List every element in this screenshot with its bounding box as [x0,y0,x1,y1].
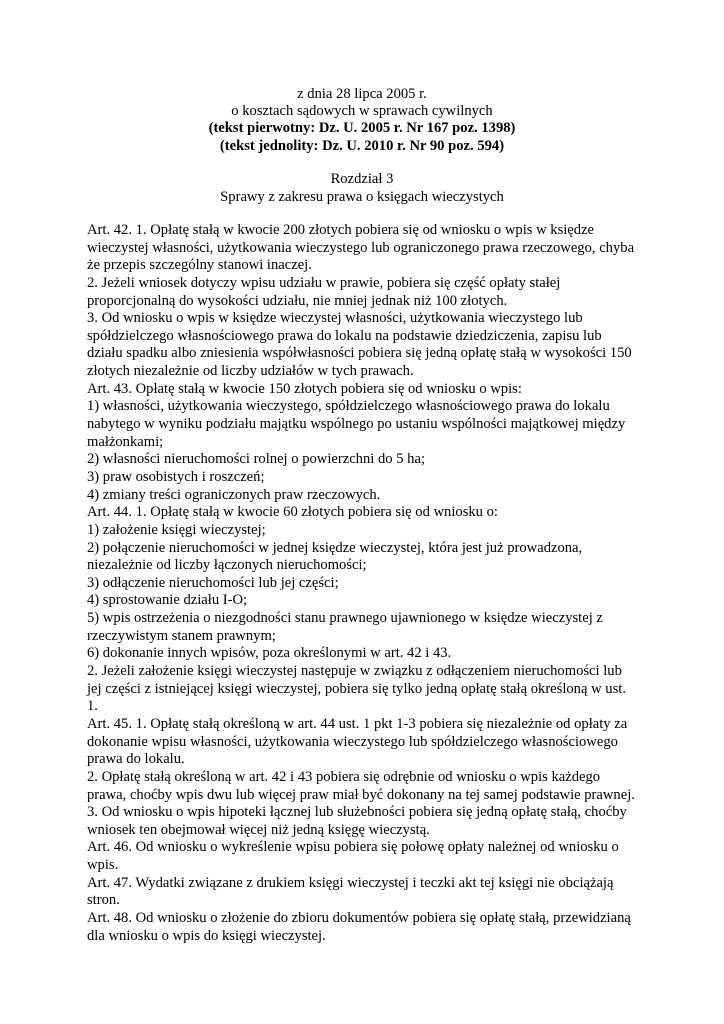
body-text-line: jej części z istniejącej księgi wieczystej, pobiera się tylko jedną opłatę stałą określoną w ust. [87,680,626,697]
body-text-line: proporcjonalną do wysokości udziału, nie mniej jednak niż 100 złotych. [87,292,508,309]
body-text-line: 4) zmiany treści ograniczonych praw rzeczowych. [87,486,381,503]
body-text-line: nabytego w wyniku podziału majątku wspólnego po ustaniu wspólności majątkowej między [87,416,626,433]
act-header [0,86,724,155]
body-text-line: 5) wpis ostrzeżenia o niezgodności stanu prawnego ujawnionego w księdze wieczystej z [87,610,603,627]
body-text-line: Art. 46. Od wniosku o wykreślenie wpisu pobiera się połowę opłaty należnej od wniosku o [87,839,619,856]
body-text-line: Art. 44. 1. Opłatę stałą w kwocie 60 złotych pobiera się od wniosku o: [87,504,498,521]
body-text-line: 2) własności nieruchomości rolnej o powierzchni do 5 ha; [87,451,426,468]
body-text-line: 1) założenie księgi wieczystej; [87,521,266,538]
body-text-line: spółdzielczego własnościowego prawa do lokalu na podstawie dziedziczenia, zapisu lub [87,327,602,344]
body-text-line: 1. [87,698,98,715]
document-body [87,222,647,945]
act-title: o kosztach sądowych w sprawach cywilnych [231,103,493,120]
consolidated-text-reference: (tekst jednolity: Dz. U. 2010 r. Nr 90 poz. 594) [219,137,505,154]
body-text-line: 6) dokonanie innych wpisów, poza określonymi w art. 42 i 43. [87,645,452,662]
body-text-line: 1) własności, użytkowania wieczystego, spółdzielczego własnościowego prawa do lokalu [87,398,610,415]
body-text-line: dokonanie wpisu własności, użytkowania wieczystego lub spółdzielczego własnościowego [87,733,618,750]
body-text-line: 2. Opłatę stałą określoną w art. 42 i 43 pobiera się odrębnie od wniosku o wpis każdego [87,768,601,785]
body-text-line: małżonkami; [87,433,164,450]
original-text-reference: (tekst pierwotny: Dz. U. 2005 r. Nr 167 poz. 1398) [208,120,516,137]
body-text-line: że przepis szczególny stanowi inaczej. [87,257,312,274]
body-text-line: 2. Jeżeli założenie księgi wieczystej następuje w związku z odłączeniem nieruchomości lub [87,663,622,680]
body-text-line: wniosek ten obejmował więcej niż jedną księgę wieczystą. [87,821,430,838]
chapter-number: Rozdział 3 [330,171,394,187]
chapter-title: Sprawy z zakresu prawa o księgach wieczystych [220,188,504,205]
body-text-line: prawa do lokalu. [87,751,185,768]
body-text-line: 2. Jeżeli wniosek dotyczy wpisu udziału w prawie, pobiera się część opłaty stałej [87,274,561,291]
body-text-line: 3) praw osobistych i roszczeń; [87,468,265,485]
body-text-line: rzeczywistym stanem prawnym; [87,627,276,644]
body-text-line: niezależnie od liczby łączonych nieruchomości; [87,557,367,574]
body-text-line: Art. 48. Od wniosku o złożenie do zbioru dokumentów pobiera się opłatę stałą, przewidzianą [87,909,631,926]
body-text-line: prawa, choćby wpis dwu lub więcej praw miał być dokonany na tej samej podstawie prawnej. [87,786,635,803]
body-text-line: 3) odłączenie nieruchomości lub jej części; [87,574,339,591]
body-text-line: Art. 47. Wydatki związane z drukiem księgi wieczystej i teczki akt tej księgi nie obciążają [87,874,614,891]
body-text-line: 3. Od wniosku o wpis w księdze wieczystej własności, użytkowania wieczystego lub [87,310,583,327]
body-text-line: 2) połączenie nieruchomości w jednej księdze wieczystej, która jest już prowadzona, [87,539,583,556]
body-text-line: Art. 42. 1. Opłatę stałą w kwocie 200 złotych pobiera się od wniosku o wpis w księdze [87,222,595,238]
body-text-line: wieczystej własności, użytkowania wieczystego lub ograniczonego prawa rzeczowego, chyba [87,239,635,256]
body-text-line: działu spadku albo zniesienia współwłasności pobiera się jedną opłatę stałą w wysokości 150 [87,345,632,362]
body-text-line: wpis. [87,857,119,874]
body-text-line: Art. 43. Opłatę stałą w kwocie 150 złotych pobiera się od wniosku o wpis: [87,380,522,397]
body-text-line: Art. 45. 1. Opłatę stałą określoną w art. 44 ust. 1 pkt 1-3 pobiera się niezależnie od opłaty za [87,715,628,732]
body-text-line: 4) sprostowanie działu I-O; [87,592,248,609]
body-text-line: dla wniosku o wpis do księgi wieczystej. [87,927,326,944]
body-text-line: 3. Od wniosku o wpis hipoteki łącznej lub służebności pobiera się jedną opłatę stałą, choćby [87,804,627,821]
chapter-heading [0,171,724,206]
body-text-line: złotych niezależnie od liczby udziałów w tych prawach. [87,363,414,380]
body-text-line: stron. [87,892,120,909]
act-date: z dnia 28 lipca 2005 r. [297,86,427,102]
